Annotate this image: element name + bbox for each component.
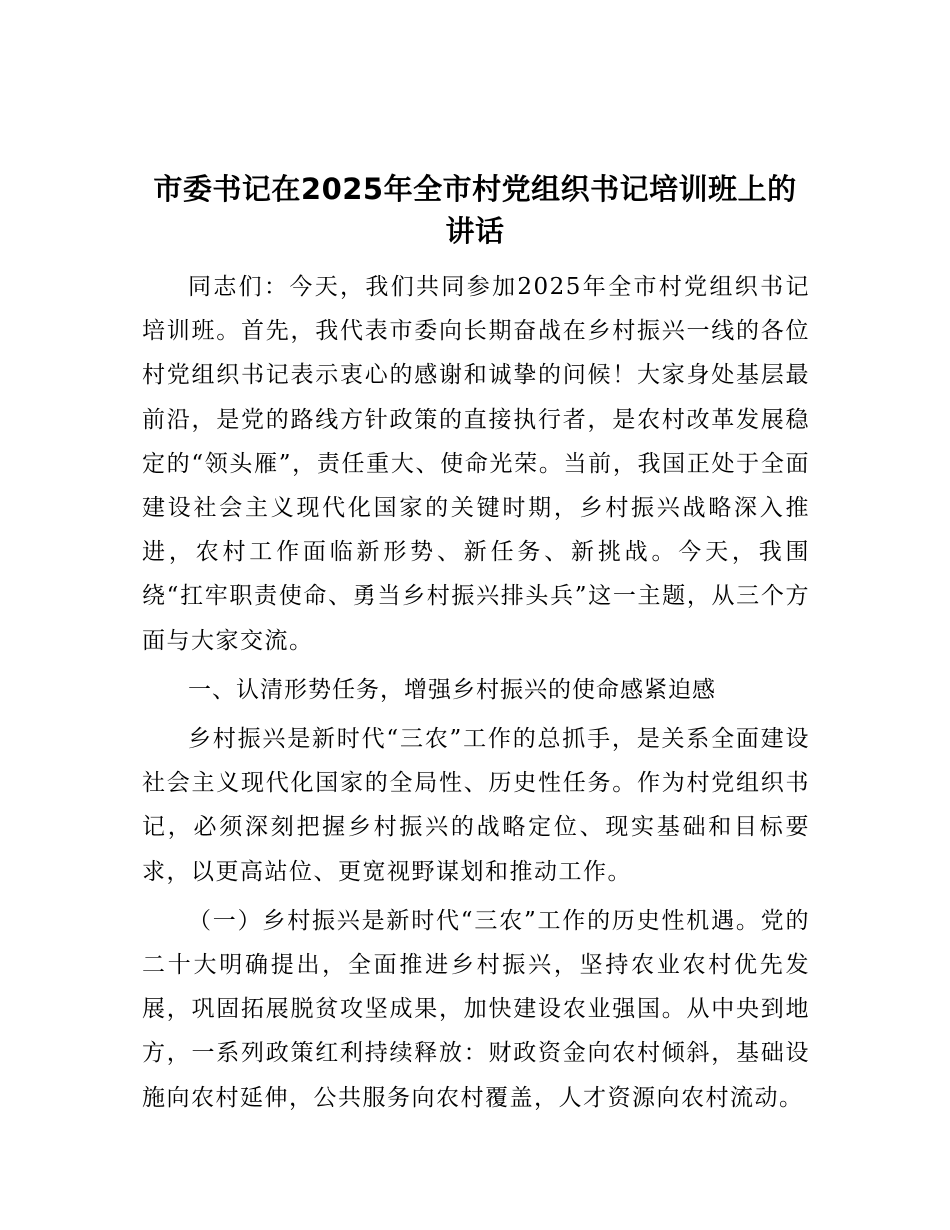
paragraph-opening: 同志们：今天，我们共同参加2025年全市村党组织书记培训班。首先，我代表市委向长期奋战在乡村振兴一线的各位村党组织书记表示衷心的感谢和诚挚的问候！大家身处基层最前沿，是党的路线方针政策的直接执行者，是农村改革发展稳定的“领头雁”，责任重大、使命光荣。当前，我国正处于全面建设社会主义现代化国家的关键时期，乡村振兴战略深入推进，农村工作面临新形势、新任务、新挑战。今天，我围绕“扛牢职责使命、勇当乡村振兴排头兵”这一主题，从三个方面与大家交流。 [142, 274, 810, 654]
paragraph-subsection-1: （一）乡村振兴是新时代“三农”工作的历史性机遇。党的二十大明确提出，全面推进乡村振兴，坚持农业农村优先发展，巩固拓展脱贫攻坚成果，加快建设农业强国。从中央到地方，一系列政策红利持续释放：财政资金向农村倾斜，基础设施向农村延伸，公共服务向农村覆盖，人才资源向农村流动。 [142, 907, 810, 1111]
paragraph-section-1-intro: 乡村振兴是新时代“三农”工作的总抓手，是关系全面建设社会主义现代化国家的全局性、历史性任务。作为村党组织书记，必须深刻把握乡村振兴的战略定位、现实基础和目标要求，以更高站位、更宽视野谋划和推动工作。 [142, 726, 810, 885]
document-title: 市委书记在2025年全市村党组织书记培训班上的讲话 [153, 172, 797, 248]
section-heading-1: 一、认清形势任务，增强乡村振兴的使命感紧迫感 [188, 676, 716, 703]
document-body [142, 265, 810, 1125]
